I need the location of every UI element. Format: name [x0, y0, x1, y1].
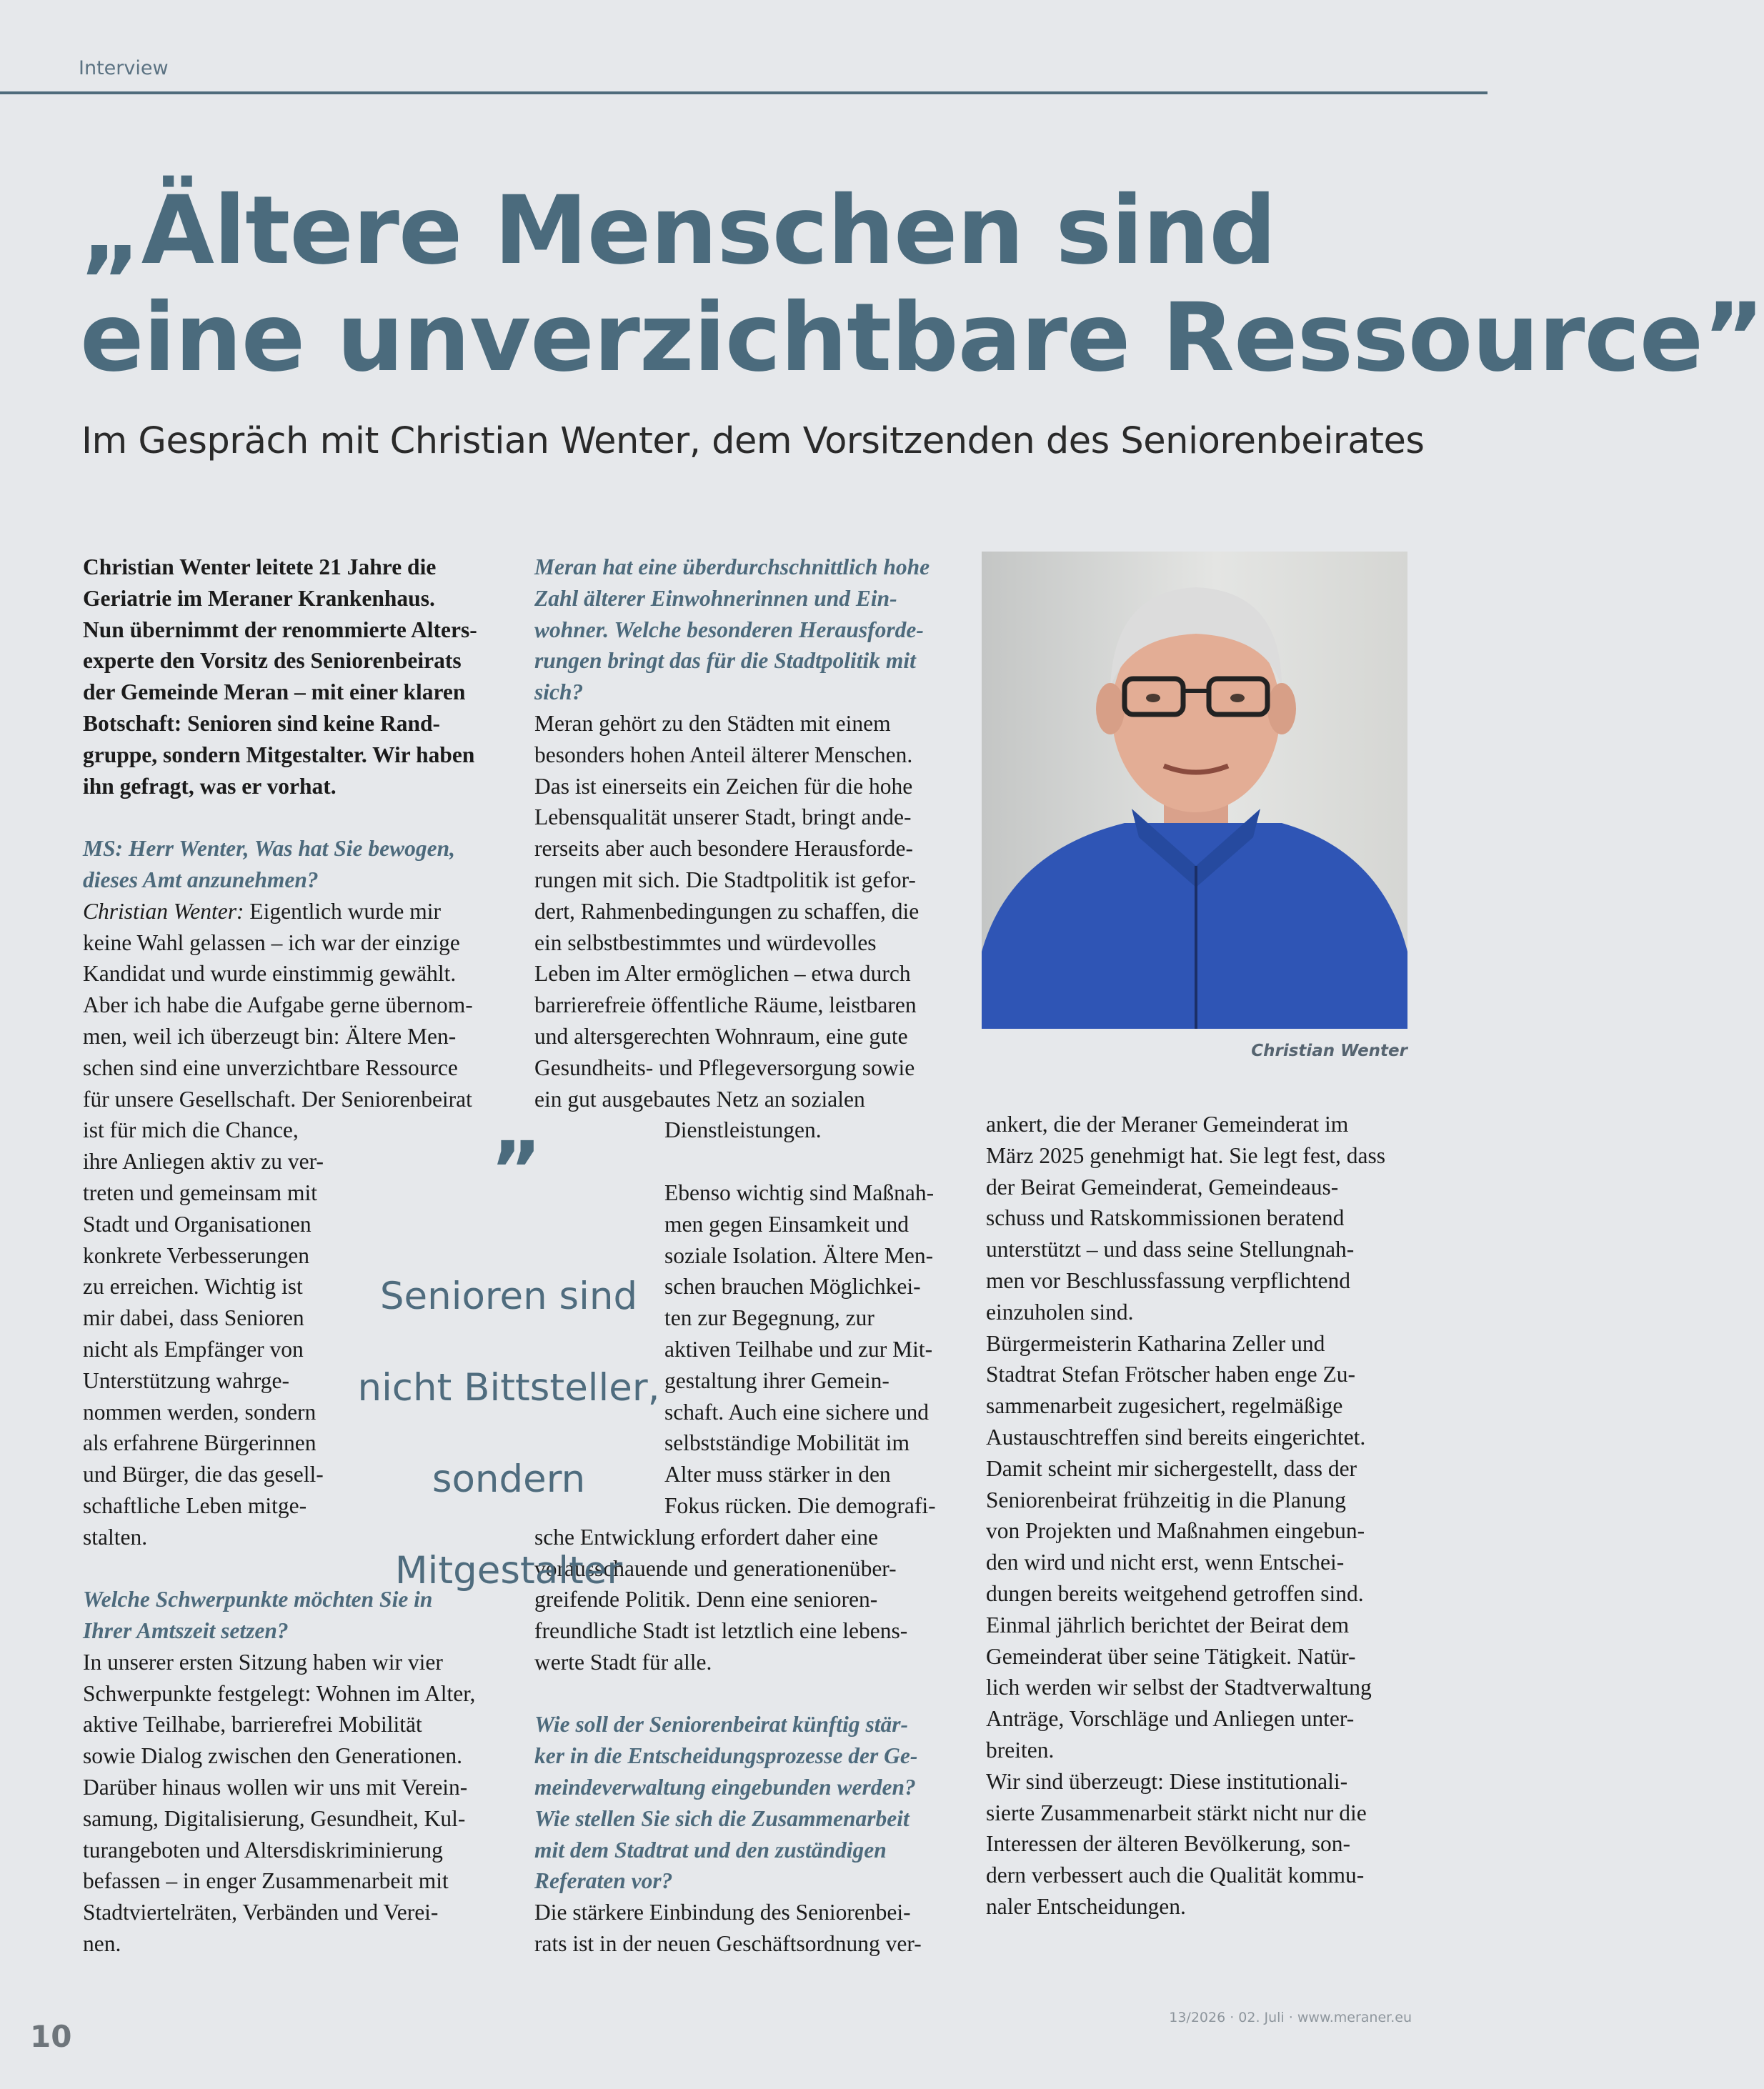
question-line: dieses Amt anzunehmen? [83, 867, 319, 892]
answer-line: dern verbessert auch die Qualität kommu- [986, 1863, 1365, 1888]
answer-line: Gesundheits- und Pflegeversorgung sowie [534, 1055, 915, 1080]
lead-line: Geriatrie im Meraner Krankenhaus. [83, 585, 435, 611]
answer-line: lich werden wir selbst der Stadtverwaltung [986, 1675, 1372, 1700]
answer-line: Gemeinderat über seine Tätigkeit. Natür- [986, 1643, 1356, 1669]
answer-line: rats ist in der neuen Geschäftsordnung ver- [534, 1931, 922, 1957]
column-3 [986, 1109, 1436, 1923]
answer-line: von Projekten und Maßnahmen eingebun- [986, 1518, 1365, 1544]
answer-line: Stadtrat Stefan Frötscher haben enge Zu- [986, 1362, 1355, 1387]
answer-line: den wird und nicht erst, wenn Entschei- [986, 1550, 1345, 1575]
pull-quote-line: Senioren sind [379, 1275, 638, 1318]
question-line: ker in die Entscheidungsprozesse der Ge- [534, 1743, 918, 1769]
answer-line: einzuholen sind. [986, 1299, 1134, 1325]
pull-quote-line: nicht Bittsteller, [357, 1366, 660, 1410]
answer-3 [534, 708, 970, 1115]
question-3 [534, 552, 970, 708]
question-line: MS: Herr Wenter, Was hat Sie bewogen, [83, 836, 455, 862]
pull-quote-line: Mitgestalter [394, 1549, 623, 1592]
answer-line: In unserer ersten Sitzung haben wir vier [83, 1649, 443, 1675]
answer-line: besonders hohen Anteil älterer Menschen. [534, 742, 913, 767]
answer-line: freundliche Stadt ist letztlich eine lebens- [534, 1618, 908, 1644]
answer-line: sche Entwicklung erfordert daher eine [534, 1524, 879, 1550]
answer-line: naler Entscheidungen. [986, 1893, 1186, 1919]
answer-line: men, weil ich überzeugt bin: Ältere Men- [83, 1023, 457, 1049]
speaker-name: Christian Wenter: [83, 898, 244, 924]
answer-line: aktiven Teilhabe und zur Mit- [664, 1336, 933, 1362]
pull-quote-line: sondern [432, 1457, 586, 1501]
question-line: rungen bringt das für die Stadtpolitik mit [534, 648, 916, 674]
answer-line: und Bürger, die das gesell- [83, 1462, 324, 1487]
subtitle: Im Gespräch mit Christian Wenter, dem Vorsitzenden des Seniorenbeirates [81, 420, 1425, 462]
answer-line: schen sind eine unverzichtbare Ressource [83, 1055, 458, 1080]
question-line: wohner. Welche besonderen Herausforde- [534, 617, 924, 642]
answer-line: aktive Teilhabe, barrierefrei Mobilität [83, 1712, 422, 1737]
answer-line: Christian Wenter: Eigentlich wurde mir [83, 898, 442, 924]
answer-line: Kandidat und wurde einstimmig gewählt. [83, 961, 457, 987]
answer-line: zu erreichen. Wichtig ist [83, 1274, 303, 1300]
answer-line: men gegen Einsamkeit und [664, 1211, 910, 1237]
answer-line: als erfahrene Bürgerinnen [83, 1430, 317, 1456]
lead-line: experte den Vorsitz des Seniorenbeirats [83, 648, 462, 674]
answer-line: ankert, die der Meraner Gemeinderat im [986, 1112, 1349, 1137]
answer-line: rerseits aber auch besondere Herausforde- [534, 836, 913, 862]
answer-line: barrierefreie öffentliche Räume, leistbaren [534, 992, 917, 1018]
answer-line: breiten. [986, 1737, 1055, 1763]
answer-4-continued [986, 1109, 1436, 1923]
answer-line [664, 1146, 970, 1177]
answer-line: keine Wahl gelassen – ich war der einzige [83, 929, 460, 955]
question-line: Meran hat eine überdurchschnittlich hohe [534, 554, 930, 579]
answer-line: unterstützt – und dass seine Stellungnah- [986, 1237, 1355, 1262]
answer-line: dungen bereits weitgehend getroffen sind. [986, 1580, 1364, 1606]
question-line: mit dem Stadtrat und den zuständigen [534, 1837, 887, 1863]
answer-line: sierte Zusammenarbeit stärkt nicht nur die [986, 1800, 1367, 1825]
question-line: Ihrer Amtszeit setzen? [83, 1618, 289, 1644]
answer-line: ein gut ausgebautes Netz an sozialen [534, 1086, 865, 1112]
question-1 [83, 833, 526, 896]
answer-line: schaft. Auch eine sichere und [664, 1399, 929, 1425]
issue-info: 13/2026 · 02. Juli · www.meraner.eu [1169, 2010, 1412, 2025]
photo-caption: Christian Wenter [1251, 1042, 1407, 1060]
answer-line: konkrete Verbesserungen [83, 1242, 309, 1268]
answer-line: schaftliche Leben mitge- [83, 1492, 307, 1518]
answer-line: und altersgerechten Wohnraum, eine gute [534, 1023, 908, 1049]
answer-line: Einmal jährlich berichtet der Beirat dem [986, 1612, 1350, 1637]
answer-line: ist für mich die Chance, [83, 1117, 299, 1143]
answer-line: Interessen der älteren Bevölkerung, son- [986, 1831, 1350, 1857]
answer-line: Leben im Alter ermöglichen – etwa durch [534, 961, 911, 987]
answer-line: März 2025 genehmigt hat. Sie legt fest, dass [986, 1142, 1386, 1168]
answer-line: sowie Dialog zwischen den Generationen. [83, 1743, 462, 1769]
answer-line: vorausschauende und generationenüber- [534, 1555, 897, 1581]
portrait-photo [982, 552, 1407, 1029]
lead-line: Nun übernimmt der renommierte Alters- [83, 617, 477, 642]
answer-line: nommen werden, sondern [83, 1399, 317, 1425]
answer-line: Alter muss stärker in den [664, 1462, 891, 1487]
answer-line: greifende Politik. Denn eine senioren- [534, 1587, 878, 1612]
answer-line: Meran gehört zu den Städten mit einem [534, 710, 891, 736]
lead-paragraph [83, 552, 526, 802]
answer-line: Aber ich habe die Aufgabe gerne übernom- [83, 992, 473, 1018]
answer-line: befassen – in enger Zusammenarbeit mit [83, 1868, 449, 1894]
answer-line: gestaltung ihrer Gemein- [664, 1367, 890, 1393]
lead-line: der Gemeinde Meran – mit einer klaren [83, 679, 466, 705]
answer-line: werte Stadt für alle. [534, 1649, 712, 1675]
question-line: meindeverwaltung eingebunden werden? [534, 1775, 916, 1800]
page-number: 10 [30, 2019, 72, 2054]
answer-line: stalten. [83, 1524, 148, 1550]
answer-line: Damit scheint mir sichergestellt, dass der [986, 1455, 1357, 1481]
answer-line: Schwerpunkte festgelegt: Wohnen im Alter, [83, 1680, 476, 1706]
answer-line: nen. [83, 1931, 121, 1957]
answer-line: selbstständige Mobilität im [664, 1430, 910, 1456]
answer-line: men vor Beschlussfassung verpflichtend [986, 1267, 1351, 1293]
answer-line: samung, Digitalisierung, Gesundheit, Kul- [83, 1805, 466, 1831]
answer-line: Lebensqualität unserer Stadt, bringt ande- [534, 804, 912, 830]
lead-line: ihn gefragt, was er vorhat. [83, 773, 337, 799]
answer-line: Seniorenbeirat frühzeitig in die Planung [986, 1487, 1346, 1512]
answer-line: Das ist einerseits ein Zeichen für die hohe [534, 773, 913, 799]
answer-line: soziale Isolation. Ältere Men- [664, 1242, 934, 1268]
answer-line: Dienstleistungen. [664, 1117, 822, 1143]
lead-line: Christian Wenter leitete 21 Jahre die [83, 554, 437, 579]
answer-3-wrapped [664, 1115, 970, 1521]
quote-mark-icon: ” [489, 1125, 542, 1216]
answer-line: ihre Anliegen aktiv zu ver- [83, 1149, 324, 1175]
header-rule [0, 91, 1488, 94]
answer-line: Darüber hinaus wollen wir uns mit Verein- [83, 1775, 468, 1800]
headline-line: eine unverzichtbare Ressource” [80, 283, 1764, 393]
answer-line: Wir sind überzeugt: Diese institutionali- [986, 1768, 1348, 1794]
question-4 [534, 1709, 970, 1897]
question-line: Referaten vor? [534, 1868, 673, 1894]
answer-line: mir dabei, dass Senioren [83, 1305, 304, 1331]
portrait-illustration [982, 552, 1407, 1029]
answer-line: ten zur Begegnung, zur [664, 1305, 874, 1331]
answer-line: Anträge, Vorschläge und Anliegen unter- [986, 1706, 1355, 1732]
answer-line: turangeboten und Altersdiskriminierung [83, 1837, 443, 1863]
answer-line: rungen mit sich. Die Stadtpolitik ist gefor- [534, 867, 916, 892]
answer-line: nicht als Empfänger von [83, 1336, 304, 1362]
answer-2 [83, 1647, 526, 1960]
headline [80, 176, 1764, 393]
answer-line: Die stärkere Einbindung des Seniorenbei- [534, 1900, 911, 1925]
answer-line: schuss und Ratskommissionen beratend [986, 1205, 1345, 1231]
answer-line: sammenarbeit zugesichert, regelmäßige [986, 1393, 1343, 1419]
question-line: Zahl älterer Einwohnerinnen und Ein- [534, 585, 897, 611]
lead-line: Botschaft: Senioren sind keine Rand- [83, 710, 440, 736]
pull-quote [352, 1232, 666, 1635]
question-line: Wie stellen Sie sich die Zusammenarbeit [534, 1805, 910, 1831]
answer-line: dert, Rahmenbedingungen zu schaffen, die [534, 898, 920, 924]
question-line: sich? [534, 679, 584, 705]
answer-line: Stadt und Organisationen [83, 1211, 312, 1237]
question-line: Wie soll der Seniorenbeirat künftig stär- [534, 1712, 909, 1737]
answer-line: für unsere Gesellschaft. Der Seniorenbeirat [83, 1086, 472, 1112]
answer-line: Unterstützung wahrge- [83, 1367, 289, 1393]
question-line: Welche Schwerpunkte möchten Sie in [83, 1587, 433, 1612]
answer-line: treten und gemeinsam mit [83, 1180, 318, 1205]
answer-line: Austauschtreffen sind bereits eingerichtet. [986, 1424, 1366, 1450]
answer-line: schen brauchen Möglichkei- [664, 1274, 921, 1300]
section-label: Interview [79, 57, 169, 79]
answer-line: Fokus rücken. Die demografi- [664, 1492, 936, 1518]
answer-4 [534, 1897, 970, 1960]
answer-line: Stadtviertelräten, Verbänden und Verei- [83, 1900, 439, 1925]
answer-line: Ebenso wichtig sind Maßnah- [664, 1180, 935, 1205]
answer-line: Bürgermeisterin Katharina Zeller und [986, 1330, 1325, 1356]
answer-line: ein selbstbestimmtes und würdevolles [534, 929, 877, 955]
lead-line: gruppe, sondern Mitgestalter. Wir haben [83, 742, 475, 767]
headline-line: „Ältere Menschen sind [80, 176, 1276, 286]
answer-line: der Beirat Gemeinderat, Gemeindeaus- [986, 1174, 1339, 1200]
